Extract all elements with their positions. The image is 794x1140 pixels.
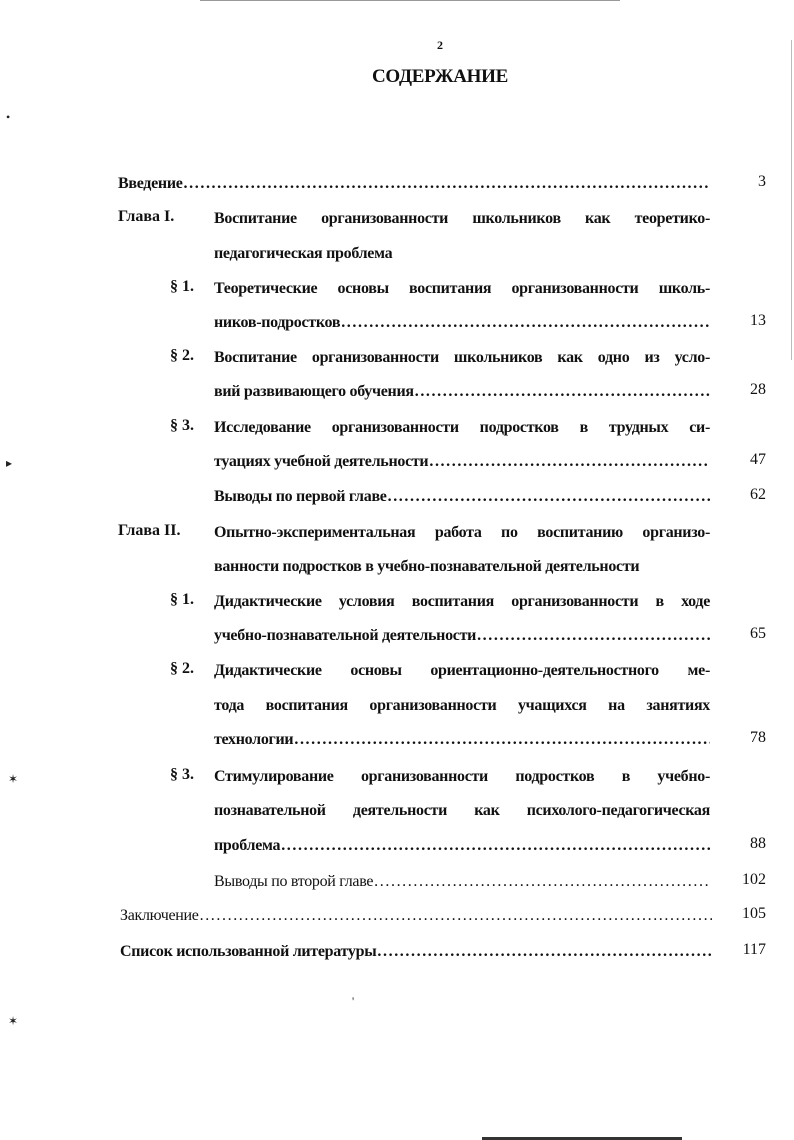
chapter-title-line: Воспитание организованности школьников как теоретико- xyxy=(214,210,710,227)
toc-entry-conclusions: Выводы по второй главе . . . xyxy=(214,871,710,893)
section-label: § 3. xyxy=(170,766,194,783)
chapter-label: Глава I. xyxy=(118,208,175,225)
page-title: СОДЕРЖАНИЕ xyxy=(372,66,508,87)
toc-entry-bibliography: Список использованной литературы . . . xyxy=(120,941,712,963)
dot-leader xyxy=(388,486,710,508)
dot-leader xyxy=(377,941,712,963)
toc-entry-section: ников-подростков . . . xyxy=(214,312,710,334)
toc-page-number: 3 xyxy=(758,173,766,190)
section-title-line: Стимулирование организованности подростков в учебно- xyxy=(214,768,710,785)
section-title-line: Исследование организованности подростков в трудных си- xyxy=(214,419,710,436)
section-label: § 1. xyxy=(170,591,194,608)
toc-page-number: 105 xyxy=(742,905,766,922)
section-title-line: Дидактические условия воспитания организованности в ходе xyxy=(214,593,710,610)
scan-speck: ▸ xyxy=(6,456,13,470)
toc-entry-section: учебно-познавательной деятельности . . . xyxy=(214,625,710,647)
toc-page-number: 47 xyxy=(750,451,766,468)
toc-entry-section: вий развивающего обучения . . . xyxy=(214,381,710,403)
toc-entry-conclusion: Заключение . . . xyxy=(120,905,712,927)
section-label: § 2. xyxy=(170,660,194,677)
section-title-line: познавательной деятельности как психолого-педагогическая xyxy=(214,802,710,819)
dot-leader xyxy=(184,173,710,195)
scan-top-bar xyxy=(200,0,620,1)
toc-entry-section: технологии . . . xyxy=(214,729,710,751)
dot-leader xyxy=(477,625,710,647)
section-title-line: Теоретические основы воспитания организованности школь- xyxy=(214,280,710,297)
chapter-title-line: педагогическая проблема xyxy=(214,245,393,262)
toc-entry-text: Введение xyxy=(118,175,183,192)
chapter-title-line: ванности подростков в учебно-познавательной деятельности xyxy=(214,558,640,575)
dot-leader xyxy=(341,312,710,334)
scan-speck: ✶ xyxy=(8,1014,19,1028)
chapter-title-line: Опытно-экспериментальная работа по воспитанию организо- xyxy=(214,524,710,541)
dot-leader xyxy=(429,451,710,473)
scan-speck: ✶ xyxy=(8,772,19,786)
toc-entry-intro xyxy=(118,173,710,195)
dot-leader xyxy=(374,871,710,893)
toc-page-number: 102 xyxy=(742,871,766,888)
toc-entry-section: туациях учебной деятельности . . . xyxy=(214,451,710,473)
toc-page-number: 88 xyxy=(750,835,766,852)
toc-page-number: 78 xyxy=(750,729,766,746)
section-label: § 2. xyxy=(170,347,194,364)
section-title-line: тода воспитания организованности учащихся на занятиях xyxy=(214,697,710,714)
toc-page-number: 62 xyxy=(750,486,766,503)
section-label: § 1. xyxy=(170,278,194,295)
scan-speck: • xyxy=(6,110,11,124)
section-label: § 3. xyxy=(170,417,194,434)
scan-speck: ' xyxy=(352,994,355,1008)
dot-leader xyxy=(200,905,712,927)
section-title-line: Дидактические основы ориентационно-деятельностного ме- xyxy=(214,662,710,679)
page-number: 2 xyxy=(437,38,443,52)
chapter-label: Глава II. xyxy=(118,522,181,539)
dot-leader xyxy=(415,381,710,403)
toc-page-number: 28 xyxy=(750,381,766,398)
toc-page-number: 13 xyxy=(750,312,766,329)
scan-right-edge xyxy=(791,40,792,360)
section-title-line: Воспитание организованности школьников как одно из усло- xyxy=(214,349,710,366)
toc-entry-section: проблема . . . xyxy=(214,835,710,857)
toc-entry-conclusions: Выводы по первой главе . . . xyxy=(214,486,710,508)
toc-page-number: 65 xyxy=(750,625,766,642)
dot-leader xyxy=(294,729,710,751)
toc-page-number: 117 xyxy=(742,941,766,958)
dot-leader xyxy=(281,835,710,857)
